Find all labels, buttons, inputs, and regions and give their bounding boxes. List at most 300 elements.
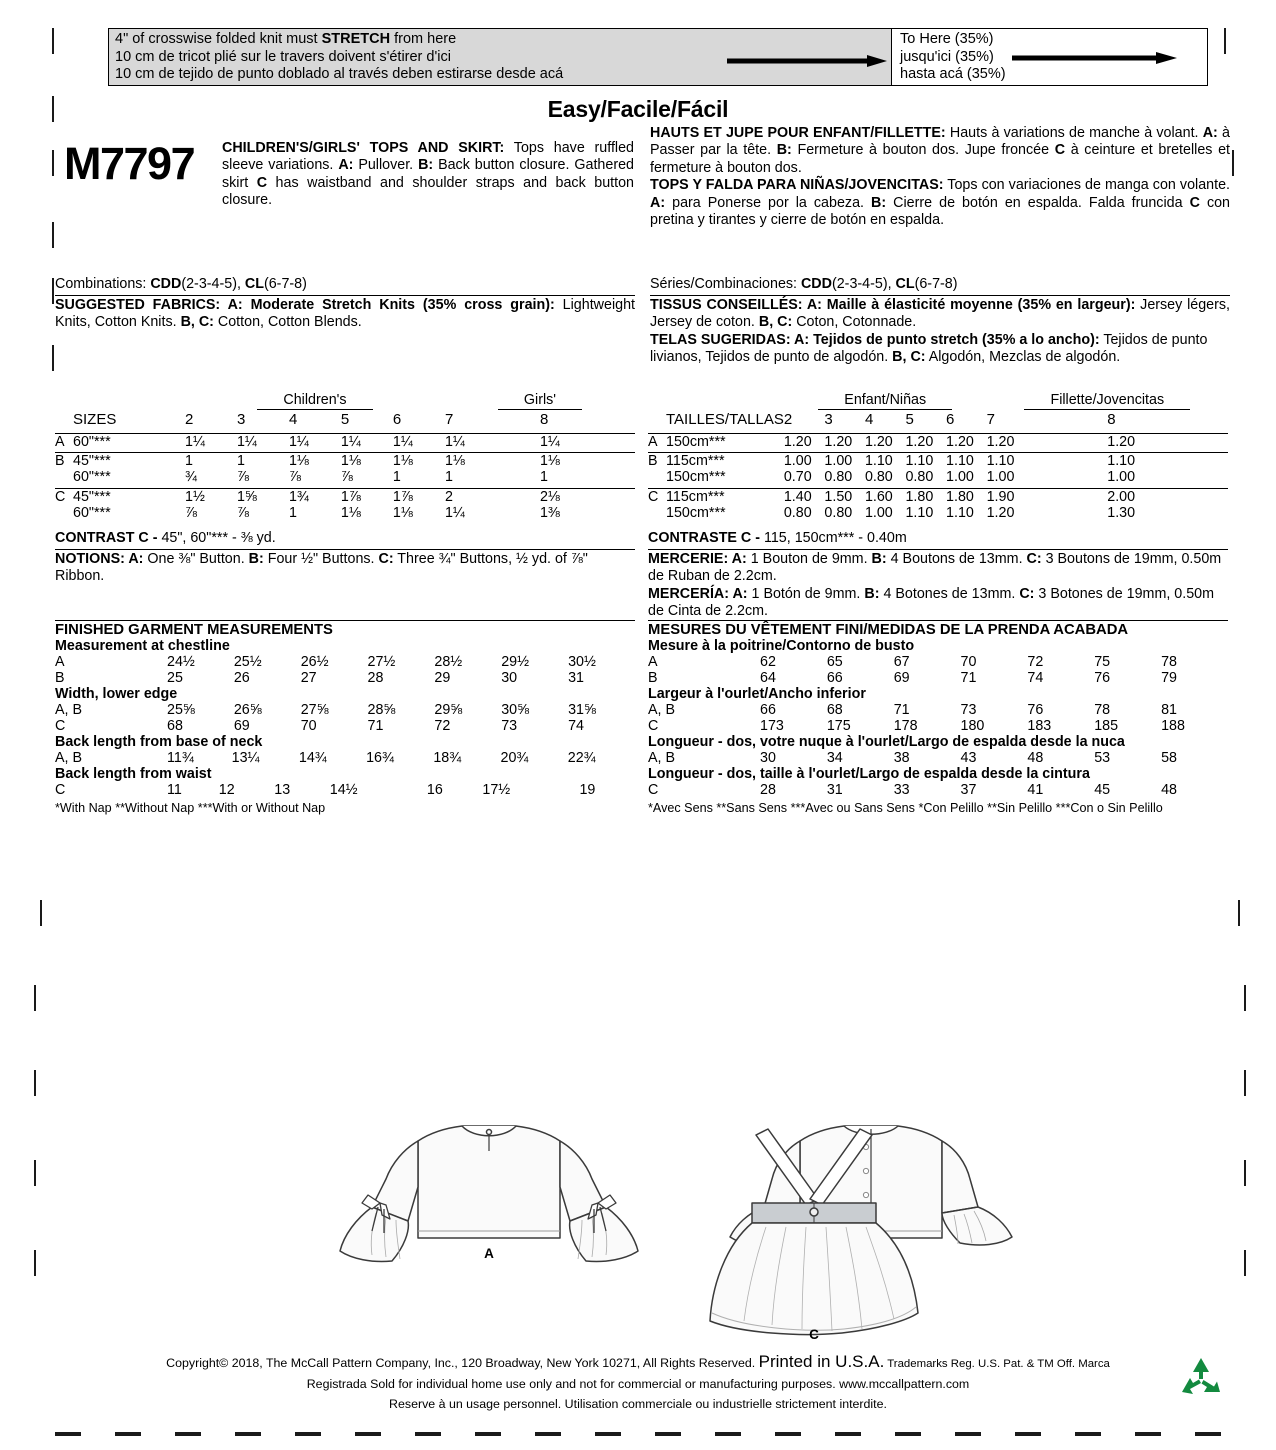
measurement-cell: 68 (826, 702, 843, 718)
group-header-row (648, 392, 1228, 411)
measurement-cell: 25½ (233, 654, 262, 670)
table-row (55, 750, 635, 766)
group-label-fillette: Fillette/Jovencitas (1024, 392, 1190, 410)
group-label-childrens: Children's (257, 392, 372, 410)
measurement-cell: 173 (760, 718, 784, 734)
measurement-cell: 16¾ (366, 750, 394, 766)
measurement-cell: 12 (218, 782, 235, 798)
measurement-heading: Measurement at chestline (55, 638, 230, 654)
measurement-cell: 72 (1027, 654, 1044, 670)
yardage-cell: 1.20 (783, 433, 812, 450)
yardage-cell: 1 (444, 469, 453, 485)
suggested-fabrics-fr: TISSUS CONSEILLÉS: A: Maille à élasticité moyenne (35% en largeur): Jersey légers, Jersey de coton. B, C: Coton, Cotonnade. (650, 296, 1231, 331)
group-header-row (55, 392, 635, 411)
yardage-cell: ⅞ (288, 469, 301, 485)
view-label-a-back: A (484, 1246, 494, 1261)
measurement-cell: 185 (1094, 718, 1119, 734)
fabric-width: 150cm*** (666, 433, 726, 450)
yardage-cell: 1.00 (986, 469, 1015, 485)
yardage-cell: 0.80 (864, 469, 893, 485)
yardage-cell: 1.30 (1107, 504, 1136, 521)
measurement-heading: Largeur à l'ourlet/Ancho inferior (648, 686, 866, 702)
description-english (222, 140, 634, 210)
measurement-cell: 180 (960, 718, 985, 734)
yardage-cell: 1¼ (444, 504, 465, 521)
sizes-header-row (648, 411, 1228, 430)
measurement-cell: 68 (167, 718, 183, 734)
measurement-cell: 30½ (568, 654, 596, 670)
measurement-cell: 28 (760, 782, 776, 798)
measurement-key: B (648, 670, 658, 686)
measurement-cell: 53 (1094, 750, 1111, 766)
measurement-cell: 27 (300, 670, 317, 686)
measurement-cell: 76 (1094, 670, 1111, 686)
table-row (55, 505, 635, 521)
yardage-cell: 1⅛ (288, 453, 309, 469)
divider (55, 549, 635, 550)
nap-footnote-mt: *Avec Sens **Sans Sens ***Avec ou Sans Sens *Con Pelillo **Sin Pelillo ***Con o Sin Pelillo (648, 801, 1163, 815)
yardage-cell: 1.20 (1107, 433, 1136, 450)
size-header: 4 (288, 411, 298, 428)
measurement-key: B (55, 670, 65, 686)
measurement-cell: 31 (826, 782, 843, 798)
finished-measurements-metric (648, 620, 1228, 815)
measurement-cell: 73 (960, 702, 977, 718)
yardage-cell: 1⅞ (340, 488, 361, 505)
perforation-line (55, 1432, 1225, 1436)
yardage-cell: 1.60 (864, 488, 893, 505)
measurement-heading: Longueur - dos, votre nuque à l'ourlet/Largo de espalda desde la nuca (648, 734, 1125, 750)
contrast-fr: CONTRASTE C - 115, 150cm*** - 0.40m (648, 530, 907, 546)
stretch-line-en: 4" of crosswise folded knit must STRETCH from here (115, 31, 457, 47)
view-letter (648, 469, 666, 485)
measurement-cell: 66 (760, 702, 776, 718)
contrast-en: CONTRAST C - 45", 60"*** - ⅜ yd. (55, 530, 276, 546)
size-header: 8 (1107, 411, 1116, 428)
yardage-cell: ⅞ (185, 504, 197, 521)
measurement-cell: 71 (367, 718, 384, 734)
measurement-table (648, 782, 1228, 798)
table-row (648, 782, 1228, 798)
measurement-cell: 38 (893, 750, 910, 766)
sizes-label: SIZES (73, 411, 117, 428)
yardage-cell: 1⅛ (340, 453, 361, 469)
measurement-key: A (55, 654, 65, 670)
divider (650, 295, 1230, 296)
fabric-width: 60"*** (73, 433, 111, 450)
fabric-width: 45"*** (73, 488, 111, 505)
recycle-icon (1178, 1355, 1224, 1401)
notions-es: MERCERÍA: A: 1 Botón de 9mm. B: 4 Botones de 13mm. C: 3 Botones de 19mm, 0.50m de Cinta de 2.2cm. (648, 585, 1215, 620)
measurement-cell: 175 (826, 718, 851, 734)
measurement-cell: 79 (1161, 670, 1177, 686)
measurement-cell: 27½ (367, 654, 396, 670)
size-header: 2 (185, 411, 194, 428)
measurement-cell: 41 (1027, 782, 1044, 798)
measurement-cell: 17½ (482, 782, 511, 798)
measurement-key: A, B (55, 750, 83, 766)
notions-fr: MERCERIE: A: 1 Bouton de 9mm. B: 4 Boutons de 13mm. C: 3 Boutons de 19mm, 0.50m de Ruban de 2.2cm. (648, 550, 1222, 585)
yardage-cell: 1.10 (986, 453, 1015, 469)
measurement-cell: 43 (960, 750, 977, 766)
illustrations-back (0, 1115, 1276, 1345)
table-row (648, 670, 1228, 686)
table-row (55, 718, 635, 734)
yardage-cell: 1⅞ (392, 488, 413, 505)
measurement-key: A, B (55, 702, 83, 718)
yardage-cell: 1⅝ (236, 488, 257, 505)
measurement-table (55, 654, 635, 686)
measurement-cell: 70 (960, 654, 977, 670)
size-header: 3 (236, 411, 246, 428)
yardage-cell: 1¼ (288, 433, 309, 450)
finished-measurements-english (55, 620, 635, 815)
measurement-cell: 34 (826, 750, 843, 766)
view-letter: B (55, 453, 65, 469)
table-row (648, 453, 1228, 470)
measurement-cell: 45 (1094, 782, 1111, 798)
stretch-gauge-instructions (109, 29, 892, 85)
measurement-cell: 64 (760, 670, 776, 686)
measurement-cell: 20¾ (500, 750, 529, 766)
measurement-cell: 48 (1027, 750, 1044, 766)
table-row (55, 453, 635, 470)
yardage-cell: 1⅛ (539, 453, 560, 469)
fabric-width: 60"*** (73, 504, 111, 521)
view-letter: A (648, 433, 658, 450)
table-row (55, 433, 635, 450)
notions-en: NOTIONS: A: One ⅜" Button. B: Four ½" Buttons. C: Three ¾" Buttons, ½ yd. of ⅞" Ribbon. (55, 550, 588, 585)
divider (648, 549, 1228, 550)
yardage-cell: 1.20 (864, 433, 893, 450)
measurement-cell: 16 (426, 782, 443, 798)
yardage-cell: 1.40 (783, 488, 812, 505)
measurement-table (55, 782, 635, 798)
garment-illustration-a-back (340, 1126, 638, 1262)
yardage-cell: 1.80 (946, 488, 974, 505)
view-letter (55, 505, 73, 521)
measurement-cell: 31 (568, 670, 584, 686)
yardage-cell: ⅞ (340, 469, 353, 485)
yardage-cell: 1.00 (946, 469, 974, 485)
measurement-table (55, 702, 635, 734)
description-fr-text: HAUTS ET JUPE POUR ENFANT/FILLETTE: Hauts à variations de manche à volant. A: à Passer par la tête. B: Fermeture à bouton dos. Jupe froncée C à ceinture et bretelles et fermeture à bouton dos. (650, 125, 1231, 176)
measurement-cell: 78 (1094, 702, 1111, 718)
view-letter: B (648, 453, 658, 469)
measurement-table (648, 750, 1228, 766)
yardage-cell: 1.50 (824, 488, 853, 505)
fabric-width: 115cm*** (666, 488, 725, 505)
yardage-cell: 1.10 (905, 453, 934, 469)
measurement-heading: Back length from base of neck (55, 734, 263, 750)
yardage-cell: 1 (539, 469, 548, 485)
yardage-cell: 1½ (185, 488, 205, 505)
table-row (648, 654, 1228, 670)
size-header: 6 (946, 411, 955, 428)
yardage-table-en (55, 392, 635, 521)
yardage-cell: 1⅛ (444, 453, 465, 469)
measurement-cell: 30 (501, 670, 518, 686)
combinations-en: Combinations: CDD(2-3-4-5), CL(6-7-8) (55, 276, 307, 292)
measurement-heading: Longueur - dos, taille à l'ourlet/Largo de espalda desde la cintura (648, 766, 1090, 782)
difficulty-label: Easy/Facile/Fácil (547, 96, 729, 122)
to-here-es: hasta acá (35%) (900, 66, 1006, 83)
measurement-cell: 78 (1161, 654, 1177, 670)
yardage-cell: 1.00 (783, 453, 812, 469)
measurement-cell: 13 (274, 782, 291, 798)
measurement-table (648, 654, 1228, 686)
measurement-cell: 26⅝ (233, 702, 262, 718)
yardage-cell: 1 (185, 453, 193, 469)
yardage-cell: 2.00 (1107, 488, 1136, 505)
yardage-cell: 1.10 (1107, 453, 1136, 469)
measurement-cell: 76 (1027, 702, 1044, 718)
table-row (648, 488, 1228, 505)
yardage-cell: 1¼ (236, 433, 257, 450)
yardage-cell: 1¼ (392, 433, 413, 450)
measurement-key: C (648, 718, 659, 734)
size-header: 8 (539, 411, 549, 428)
group-label-enfant: Enfant/Niñas (818, 392, 952, 410)
yardage-cell: 1.20 (986, 504, 1015, 521)
size-header: 3 (824, 411, 833, 428)
yardage-cell: ⅞ (236, 504, 249, 521)
measurement-cell: 26½ (300, 654, 329, 670)
measurement-key: C (55, 782, 66, 798)
measurement-key: C (648, 782, 659, 798)
yardage-cell: 1¼ (185, 433, 205, 450)
measurement-cell: 18¾ (433, 750, 462, 766)
measurement-heading: Back length from waist (55, 766, 212, 782)
measurement-cell: 71 (960, 670, 977, 686)
table-row (55, 488, 635, 505)
yardage-cell: 1.10 (946, 453, 974, 469)
measurement-cell: 65 (826, 654, 843, 670)
fabric-width: 150cm*** (666, 504, 726, 521)
measurement-key: A (648, 654, 658, 670)
fg-title-mt: MESURES DU VÊTEMENT FINI/MEDIDAS DE LA PRENDA ACABADA (648, 622, 1129, 638)
view-letter: A (55, 433, 65, 450)
yardage-cell: 1.00 (1107, 469, 1136, 485)
view-letter: C (55, 488, 66, 505)
registration-tick (52, 278, 54, 304)
notions-english (55, 530, 635, 586)
registration-tick (52, 222, 54, 248)
view-letter (55, 469, 73, 485)
yardage-cell: 1.20 (824, 433, 853, 450)
yardage-cell: 0.70 (783, 469, 812, 485)
measurement-cell: 48 (1161, 782, 1177, 798)
measurement-cell: 75 (1094, 654, 1111, 670)
copyright-footer (0, 1352, 1276, 1414)
fabric-width: 60"*** (73, 469, 111, 485)
measurement-cell: 69 (233, 718, 250, 734)
yardage-cell: ¾ (185, 469, 197, 485)
stretch-line-fr: 10 cm de tricot plié sur le travers doivent s'étirer d'ici (115, 48, 451, 65)
yardage-cell: ⅞ (236, 469, 249, 485)
fabric-width: 115cm*** (666, 453, 725, 469)
yardage-cell: 1⅛ (340, 504, 361, 521)
view-letter (648, 505, 666, 521)
table-row (55, 702, 635, 718)
measurement-key: C (55, 718, 66, 734)
suggested-fabrics-en: SUGGESTED FABRICS: A: Moderate Stretch Knits (35% cross grain): Lightweight Knits, Cotton Knits. B, C: Cotton, Cotton Blends. (55, 296, 635, 331)
measurement-key: A, B (648, 750, 676, 766)
fg-en-top-rule (55, 620, 635, 638)
yardage-cell: 1 (236, 453, 245, 469)
measurement-cell: 183 (1027, 718, 1052, 734)
yardage-cell: 1.10 (864, 453, 893, 469)
table-row (648, 433, 1228, 450)
yardage-cell: 2⅛ (539, 488, 560, 505)
divider (55, 295, 635, 296)
nap-footnote-en: *With Nap **Without Nap ***With or Without Nap (55, 801, 326, 815)
measurement-cell: 31⅝ (568, 702, 596, 718)
stretch-gauge-target (892, 29, 1207, 85)
measurement-cell: 14¾ (298, 750, 327, 766)
measurement-cell: 29⅝ (434, 702, 463, 718)
fg-title-en: FINISHED GARMENT MEASUREMENTS (55, 622, 333, 638)
measurement-cell: 67 (893, 654, 910, 670)
view-letter: C (648, 488, 659, 505)
size-header: 4 (864, 411, 874, 428)
measurement-cell: 24½ (167, 654, 195, 670)
measurement-cell: 188 (1161, 718, 1185, 734)
description-translated (650, 125, 1230, 229)
measurement-cell: 14½ (329, 782, 358, 798)
measurement-table (648, 702, 1228, 734)
measurement-cell: 30⅝ (501, 702, 530, 718)
copyright-line-3: Reserve à un usage personnel. Utilisation commerciale ou industrielle strictement interdite. (389, 1397, 887, 1411)
yardage-cell: 0.80 (783, 504, 812, 521)
table-row (55, 782, 635, 798)
measurement-key: A, B (648, 702, 676, 718)
measurement-table (55, 750, 635, 766)
size-header: 2 (783, 411, 793, 428)
yardage-cell: 1⅛ (392, 453, 413, 469)
measurement-cell: 26 (233, 670, 250, 686)
yardage-cell: 1.20 (946, 433, 974, 450)
table-row (55, 654, 635, 670)
fabrics-translated (650, 276, 1230, 367)
measurement-cell: 25 (167, 670, 183, 686)
registration-tick (52, 150, 54, 176)
table-row (648, 702, 1228, 718)
yardage-cell: 1.20 (986, 433, 1015, 450)
table-row (648, 718, 1228, 734)
registration-tick (52, 28, 54, 54)
description-es-text: TOPS Y FALDA PARA NIÑAS/JOVENCITAS: Tops con variaciones de manga con volante. A: para Ponerse por la cabeza. B: Cierre de botón en espalda. Falda fruncida C con pretina y tirantes y cierre de botón en espalda. (650, 177, 1230, 229)
measurement-cell: 19 (579, 782, 596, 798)
measurement-cell: 74 (568, 718, 584, 734)
yardage-table-metric (648, 392, 1228, 521)
measurement-cell: 29 (434, 670, 451, 686)
view-label-c-back: C (809, 1327, 819, 1342)
combinations-fr: Séries/Combinaciones: CDD(2-3-4-5), CL(6-7-8) (650, 276, 958, 292)
fabric-width: 45"*** (73, 453, 111, 469)
yardage-cell: 1¾ (288, 488, 309, 505)
table-row (648, 469, 1228, 485)
measurement-cell: 27⅝ (300, 702, 329, 718)
yardage-cell: 1.80 (905, 488, 934, 505)
measurement-cell: 66 (826, 670, 843, 686)
yardage-cell: 0.80 (905, 469, 934, 485)
measurement-cell: 28 (367, 670, 384, 686)
yardage-cell: 1.00 (864, 504, 893, 521)
measurement-cell: 13¼ (231, 750, 260, 766)
notions-translated (648, 530, 1228, 621)
measurement-cell: 29½ (501, 654, 530, 670)
measurement-cell: 71 (893, 702, 910, 718)
size-header: 5 (340, 411, 350, 428)
size-header: 7 (444, 411, 454, 428)
measurement-cell: 69 (893, 670, 910, 686)
measurement-heading: Mesure à la poitrine/Contorno de busto (648, 638, 915, 654)
yardage-cell: 1.10 (905, 504, 934, 521)
yardage-cell: 1.00 (824, 453, 853, 469)
measurement-cell: 37 (960, 782, 977, 798)
description-en-text: CHILDREN'S/GIRLS' TOPS AND SKIRT: Tops have ruffled sleeve variations. A: Pullover. B: Back button closure. Gathered skirt C has waistband and shoulder straps and back button closure. (222, 140, 635, 209)
measurement-cell: 25⅝ (167, 702, 195, 718)
yardage-table-english (55, 392, 635, 521)
yardage-cell: 1¼ (444, 433, 465, 450)
tailles-label: TAILLES/TALLAS (666, 411, 784, 428)
measurement-cell: 70 (300, 718, 317, 734)
sizes-header-row (55, 411, 635, 430)
yardage-cell: 1.20 (905, 433, 934, 450)
stretch-arrow-right (1012, 52, 1177, 64)
measurement-cell: 33 (893, 782, 910, 798)
size-header: 5 (905, 411, 914, 428)
measurement-cell: 178 (893, 718, 918, 734)
measurement-cell: 74 (1027, 670, 1044, 686)
measurement-cell: 30 (760, 750, 776, 766)
yardage-cell: 1⅜ (539, 504, 560, 521)
stretch-arrow-left (727, 55, 887, 67)
measurement-cell: 28⅝ (367, 702, 396, 718)
measurement-cell: 28½ (434, 654, 463, 670)
table-row (55, 670, 635, 686)
measurement-cell: 11 (167, 782, 182, 798)
yardage-cell: 1⅛ (392, 504, 413, 521)
measurement-heading: Width, lower edge (55, 686, 178, 702)
yardage-cell: 2 (444, 488, 453, 505)
yardage-table-mt (648, 392, 1228, 521)
size-header: 6 (392, 411, 402, 428)
stretch-line-es: 10 cm de tejido de punto doblado al través deben estirarse desde acá (115, 66, 564, 83)
yardage-cell: 0.80 (824, 504, 853, 521)
stretch-gauge (108, 28, 1208, 86)
yardage-cell: 1 (288, 504, 297, 521)
size-header: 7 (986, 411, 995, 428)
yardage-cell: 1.90 (986, 488, 1015, 505)
registration-tick (52, 345, 54, 371)
suggested-fabrics-es: TELAS SUGERIDAS: A: Tejidos de punto stretch (35% a lo ancho): Tejidos de punto livianos, Tejidos de punto de algodón. B, C: Algodón, Mezclas de algodón. (650, 331, 1208, 366)
table-row (648, 505, 1228, 521)
measurement-cell: 73 (501, 718, 518, 734)
yardage-cell: 1¼ (539, 433, 560, 450)
fg-mt-top-rule (648, 620, 1228, 638)
to-here-en: To Here (35%) (900, 31, 994, 47)
yardage-cell: 1.10 (946, 504, 974, 521)
measurement-cell: 62 (760, 654, 776, 670)
registration-tick (1232, 150, 1234, 176)
fabrics-english (55, 276, 635, 332)
table-row (55, 469, 635, 485)
to-here-fr: jusqu'ici (35%) (900, 48, 994, 65)
copyright-line-2: Registrada Sold for individual home use only and not for commercial or manufacturing purposes. www.mccallpattern.com (306, 1377, 970, 1391)
measurement-cell: 72 (434, 718, 451, 734)
